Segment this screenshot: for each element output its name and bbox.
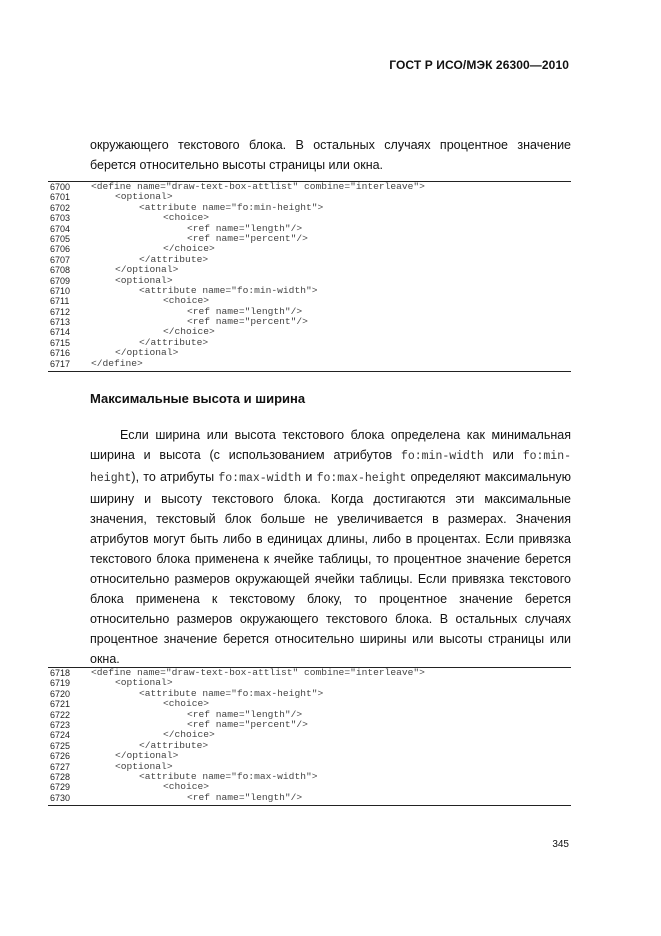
code-text: </attribute> — [139, 739, 209, 751]
code-line — [48, 213, 571, 223]
code-text: <attribute name="fo:max-width"> — [139, 770, 318, 782]
paragraph-text: ), то атрибуты — [131, 470, 219, 484]
line-number: 6712 — [50, 306, 71, 317]
code-text: <ref name="percent"/> — [187, 316, 308, 328]
code-text: </optional> — [115, 347, 179, 359]
paragraph-text: и — [301, 470, 317, 484]
line-number: 6717 — [50, 358, 71, 369]
line-number: 6703 — [50, 213, 71, 224]
code-line — [48, 286, 571, 296]
line-number: 6706 — [50, 244, 71, 255]
intro-paragraph: окружающего текстового блока. В остальных случаях процентное значение берется относительно высоты страницы или окна. — [90, 138, 571, 172]
line-number: 6719 — [50, 678, 71, 689]
code-line — [48, 730, 571, 740]
code-text: <ref name="percent"/> — [187, 232, 308, 244]
line-number: 6714 — [50, 327, 71, 338]
line-number: 6708 — [50, 265, 71, 276]
code-text: <ref name="percent"/> — [187, 718, 308, 730]
code-text: <ref name="length"/> — [187, 305, 303, 317]
code-text: <choice> — [163, 212, 210, 224]
attribute-name: fo:max-width — [218, 472, 302, 485]
code-text: <attribute name="fo:min-height"> — [139, 201, 324, 213]
code-line — [48, 296, 571, 306]
line-number: 6702 — [50, 202, 71, 213]
line-number: 6704 — [50, 223, 71, 234]
code-text: </choice> — [163, 729, 215, 741]
paragraph-text: определяют максимальную ширину и высоту текстового блока. Когда достигаются эти максимальные значения, текстовый блок больше не увеличивается в размерах. Значения атрибутов могут быть либо в единицах длины, либо в процентах. Если привязка текстового блока применена к ячейке таблицы, то процентное значение берется относительно размеров окружающей ячейки таблицы. Если привязка текстового блока применена к текстовому блоку, то процентное значение берется относительно размеров окружающего текстового блока. В остальных случаях процентное значение берется относительно ширины или высоты страницы или окна. — [90, 470, 571, 666]
code-text: <optional> — [115, 274, 173, 286]
line-number: 6710 — [50, 285, 71, 296]
code-text: <ref name="length"/> — [187, 791, 303, 803]
line-number: 6724 — [50, 730, 71, 741]
code-line — [48, 782, 571, 792]
code-line — [48, 772, 571, 782]
document-standard-header: ГОСТ Р ИСО/МЭК 26300—2010 — [389, 58, 569, 72]
page-number: 345 — [552, 839, 569, 850]
code-line — [48, 710, 571, 720]
code-text: </attribute> — [139, 253, 209, 265]
line-number: 6727 — [50, 761, 71, 772]
code-line — [48, 751, 571, 761]
line-number: 6713 — [50, 317, 71, 328]
line-number: 6700 — [50, 182, 71, 192]
paragraph-text: или — [483, 448, 523, 462]
code-text: <choice> — [163, 698, 210, 710]
code-text: <optional> — [115, 191, 173, 203]
code-text: </choice> — [163, 326, 215, 338]
code-text: <define name="draw-text-box-attlist" combine="interleave"> — [91, 667, 425, 678]
line-number: 6726 — [50, 751, 71, 762]
code-text: </attribute> — [139, 336, 209, 348]
line-number: 6730 — [50, 792, 71, 803]
code-line — [48, 793, 571, 803]
line-number: 6711 — [50, 296, 70, 307]
code-line — [48, 203, 571, 213]
line-number: 6721 — [50, 699, 71, 710]
attribute-name: fo:min-height — [90, 450, 571, 485]
line-number: 6707 — [50, 254, 71, 265]
code-block-min-size — [48, 181, 571, 372]
code-text: </choice> — [163, 243, 215, 255]
code-text: <ref name="length"/> — [187, 708, 303, 720]
paragraph-text: Если ширина или высота текстового блока определена как минимальная ширина и высота (с использованием атрибутов — [90, 428, 571, 462]
code-text: <choice> — [163, 781, 210, 793]
code-line — [48, 317, 571, 327]
code-line — [48, 359, 571, 369]
line-number: 6725 — [50, 740, 71, 751]
code-text: <optional> — [115, 760, 173, 772]
line-number: 6723 — [50, 719, 71, 730]
line-number: 6705 — [50, 233, 71, 244]
code-line — [48, 699, 571, 709]
attribute-name: fo:min-width — [400, 450, 484, 463]
code-line — [48, 244, 571, 254]
section-title: Максимальные высота и ширина — [90, 391, 306, 406]
line-number: 6728 — [50, 771, 71, 782]
line-number: 6709 — [50, 275, 71, 286]
code-text: <ref name="length"/> — [187, 222, 303, 234]
code-text: <optional> — [115, 677, 173, 689]
code-text: <choice> — [163, 295, 210, 307]
line-number: 6722 — [50, 709, 71, 720]
code-text: <define name="draw-text-box-attlist" combine="interleave"> — [91, 181, 425, 192]
attribute-name: fo:max-height — [316, 472, 407, 485]
code-text: </define> — [91, 357, 143, 369]
code-block-max-size — [48, 667, 571, 806]
code-line — [48, 689, 571, 699]
line-number: 6716 — [50, 348, 71, 359]
main-paragraph — [90, 425, 571, 669]
line-number: 6718 — [50, 668, 71, 678]
code-text: <attribute name="fo:max-height"> — [139, 687, 324, 699]
line-number: 6720 — [50, 688, 71, 699]
code-line — [48, 265, 571, 275]
line-number: 6729 — [50, 782, 71, 793]
code-line — [48, 224, 571, 234]
code-line — [48, 327, 571, 337]
line-number: 6701 — [50, 192, 71, 203]
code-text: </optional> — [115, 750, 179, 762]
code-text: <attribute name="fo:min-width"> — [139, 284, 318, 296]
code-line — [48, 234, 571, 244]
line-number: 6715 — [50, 337, 71, 348]
code-line — [48, 307, 571, 317]
code-text: </optional> — [115, 264, 179, 276]
code-line — [48, 720, 571, 730]
